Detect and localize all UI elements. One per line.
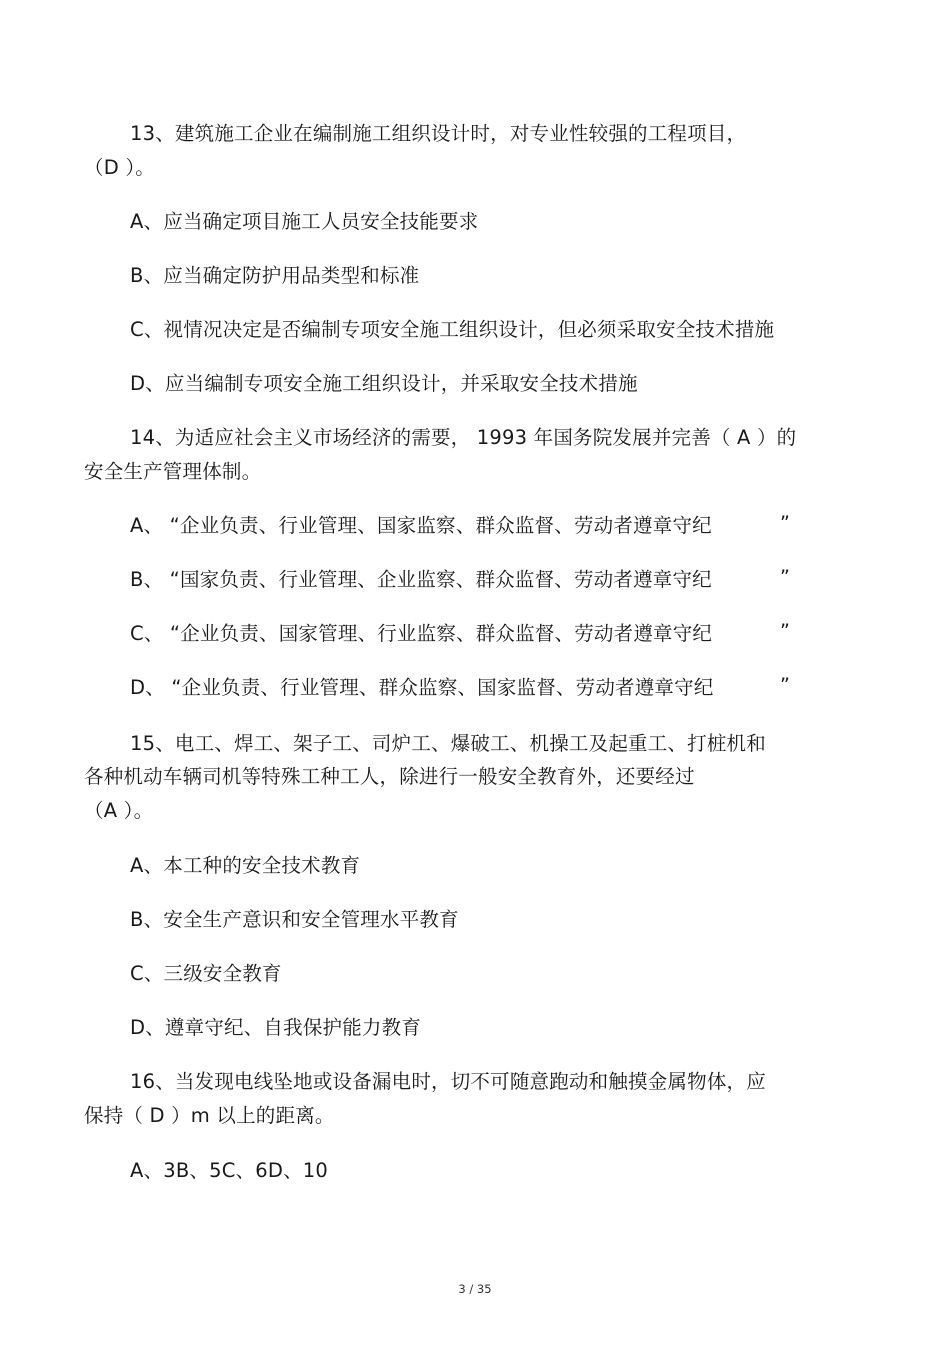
question-16-options: A、3B、5C、6D、10 (130, 1159, 328, 1182)
question-14-stem: 14、为适应社会主义市场经济的需要， 1993 年国务院发展并完善（ A ）的 (130, 426, 797, 449)
question-14-option-a: A、 “企业负责、行业管理、国家监察、群众监督、劳动者遵章守纪 (130, 514, 712, 537)
question-16-stem: 16、当发现电线坠地或设备漏电时，切不可随意跑动和触摸金属物体，应 (130, 1070, 766, 1093)
question-15-stem: 15、电工、焊工、架子工、司炉工、爆破工、机操工及起重工、打桩机和 (130, 732, 766, 755)
question-14-option-d: D、 “企业负责、行业管理、群众监察、国家监督、劳动者遵章守纪 (130, 676, 714, 699)
closing-quote-d: ” (780, 674, 790, 696)
closing-quote-a: ” (780, 512, 790, 534)
question-16-stem-cont: 保持（ D ）m 以上的距离。 (84, 1104, 335, 1127)
question-13-stem: 13、建筑施工企业在编制施工组织设计时，对专业性较强的工程项目， (130, 122, 747, 145)
page-number: 3 / 35 (458, 1282, 492, 1296)
question-15-option-d: D、遵章守纪、自我保护能力教育 (130, 1016, 422, 1039)
question-15-option-b: B、安全生产意识和安全管理水平教育 (130, 908, 459, 931)
question-14-stem-cont: 安全生产管理体制。 (84, 460, 262, 483)
question-13-option-a: A、应当确定项目施工人员安全技能要求 (130, 210, 479, 233)
question-14-option-b: B、 “国家负责、行业管理、企业监察、群众监督、劳动者遵章守纪 (130, 568, 712, 591)
question-15-option-c: C、三级安全教育 (130, 962, 282, 985)
question-13-answer: （D ）。 (84, 156, 155, 179)
question-14-option-c: C、 “企业负责、国家管理、行业监察、群众监督、劳动者遵章守纪 (130, 622, 713, 645)
question-15-answer: （A ）。 (84, 799, 154, 822)
question-15-option-a: A、本工种的安全技术教育 (130, 854, 361, 877)
question-13-option-b: B、应当确定防护用品类型和标准 (130, 264, 420, 287)
closing-quote-b: ” (780, 566, 790, 588)
closing-quote-c: ” (780, 620, 790, 642)
question-13-option-c: C、视情况决定是否编制专项安全施工组织设计，但必须采取安全技术措施 (130, 318, 775, 341)
question-15-stem-cont: 各种机动车辆司机等特殊工种工人，除进行一般安全教育外，还要经过 (84, 765, 695, 788)
question-13-option-d: D、应当编制专项安全施工组织设计，并采取安全技术措施 (130, 372, 638, 395)
